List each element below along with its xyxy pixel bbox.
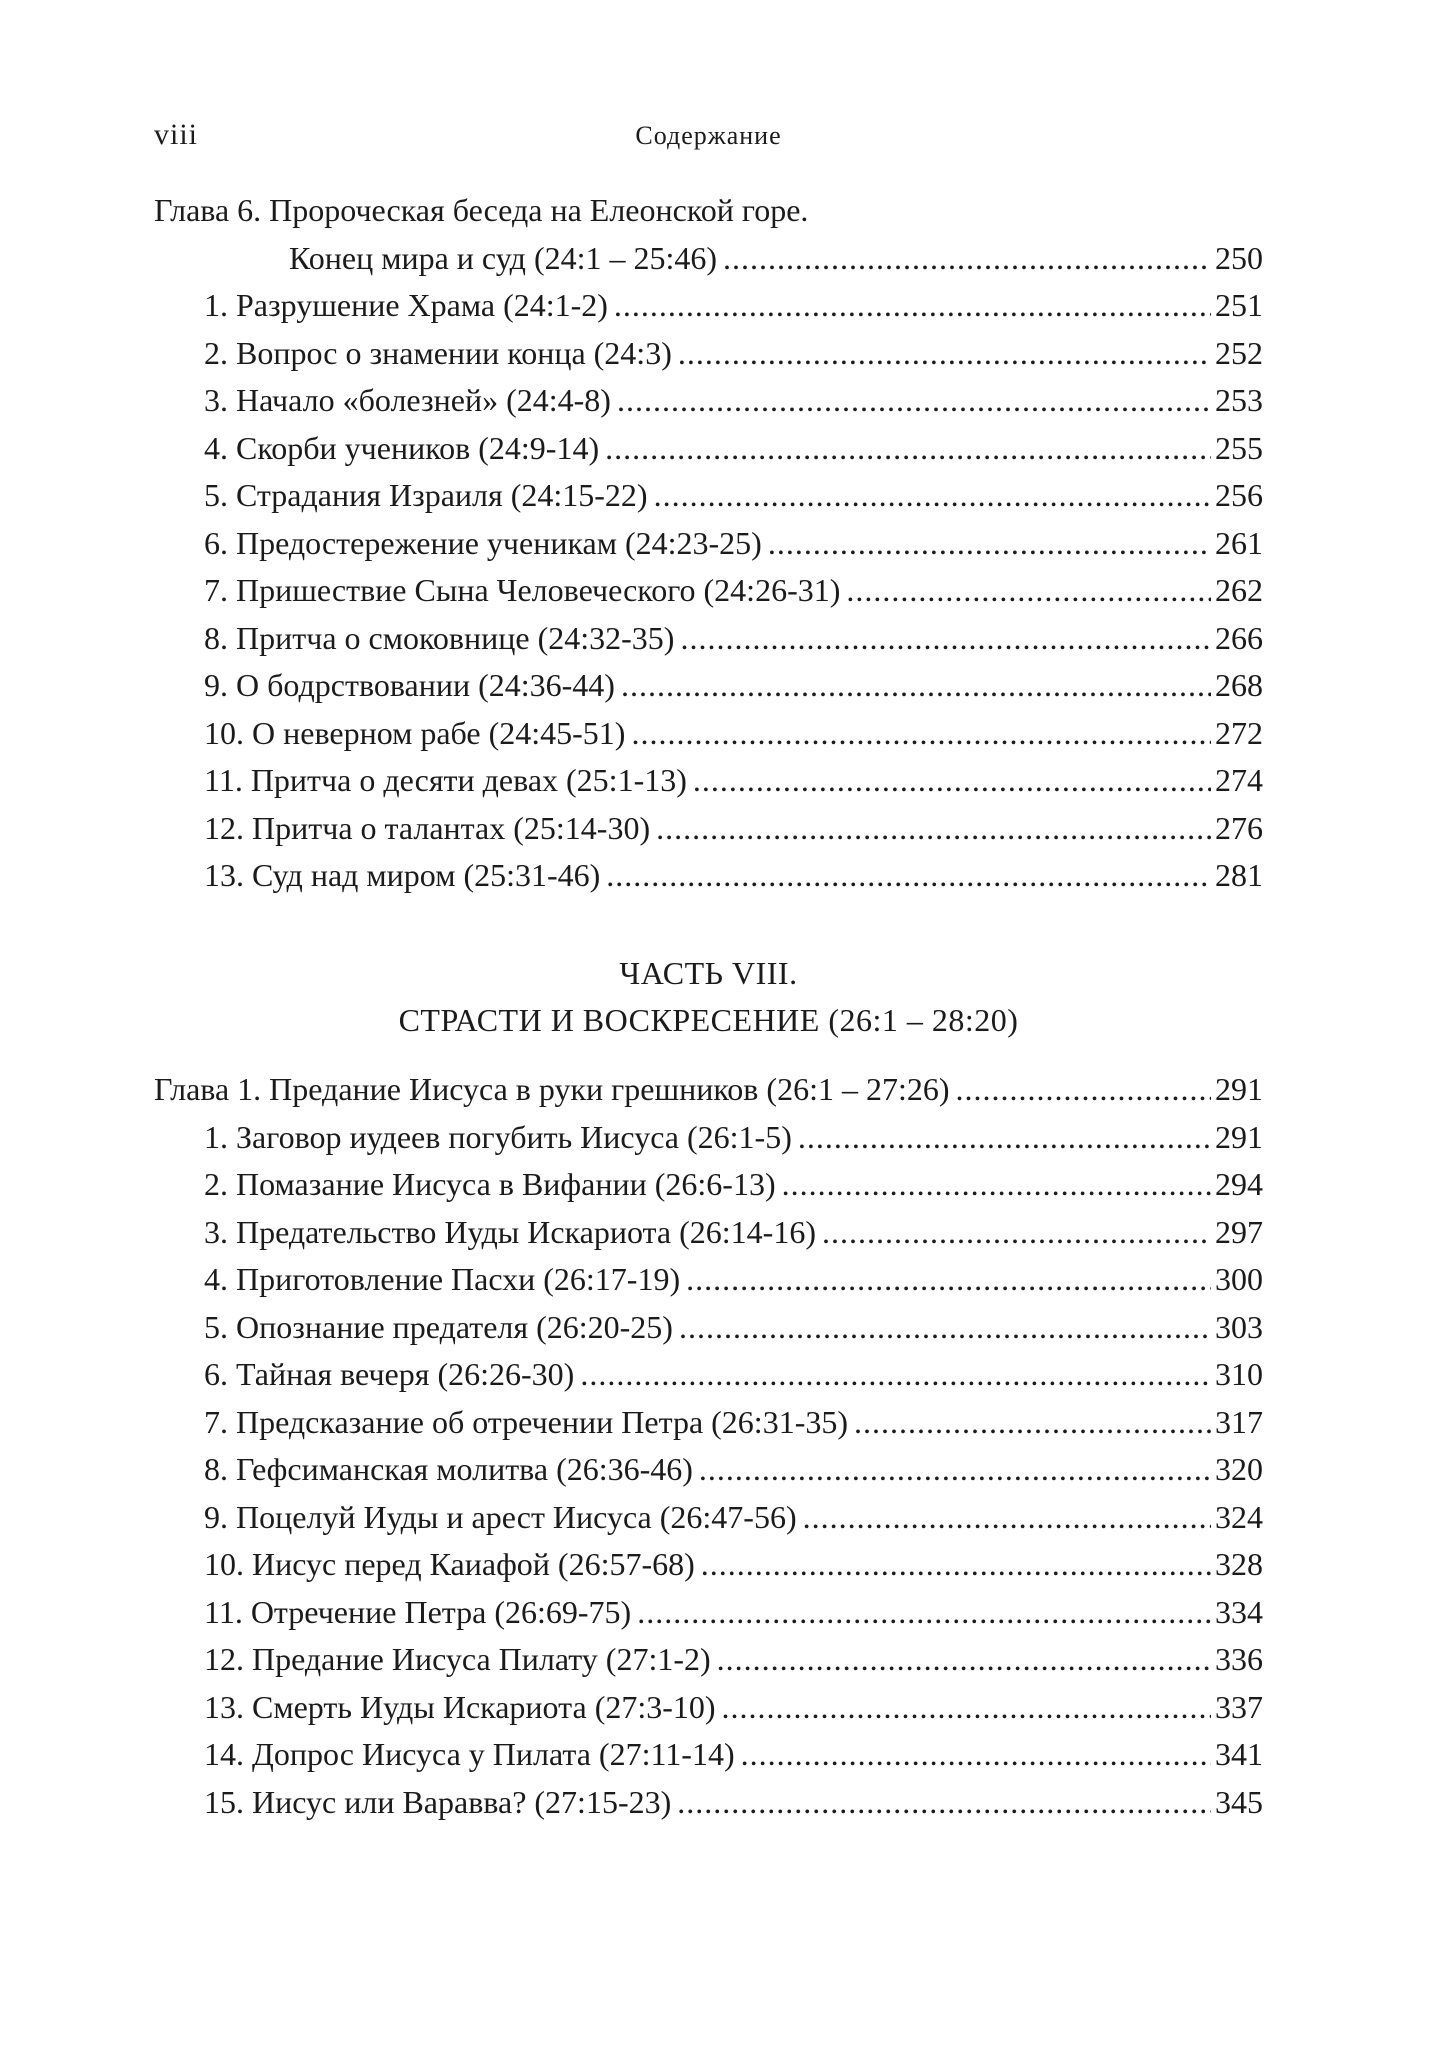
entry-title: 10. О неверном рабе (24:45-51) bbox=[204, 714, 626, 751]
entry-title: 6. Тайная вечеря (26:26-30) bbox=[204, 1356, 575, 1392]
dot-leader bbox=[614, 282, 1211, 330]
toc-entry[interactable] bbox=[154, 1209, 1263, 1257]
toc-entry[interactable] bbox=[154, 805, 1263, 853]
toc-entry[interactable] bbox=[154, 1399, 1263, 1447]
part-number: ЧАСТЬ VIII. bbox=[619, 955, 798, 991]
entry-title: 7. Пришествие Сына Человеческого (24:26-31) bbox=[204, 572, 841, 608]
toc-entry[interactable] bbox=[154, 472, 1263, 520]
page-number: 250 bbox=[1215, 239, 1263, 276]
page-number: 297 bbox=[1215, 1213, 1263, 1250]
toc-entry[interactable] bbox=[154, 425, 1263, 473]
page-number: 291 bbox=[1215, 1071, 1263, 1107]
entry-title: 5. Страдания Израиля (24:15-22) bbox=[204, 477, 648, 513]
dot-leader bbox=[580, 1351, 1211, 1399]
dot-leader bbox=[699, 1446, 1211, 1494]
entry-title: 15. Иисус или Варавва? (27:15-23) bbox=[204, 1783, 672, 1820]
dot-leader bbox=[679, 1304, 1211, 1352]
toc-entry[interactable] bbox=[154, 1541, 1263, 1589]
page-number: 255 bbox=[1215, 429, 1263, 466]
dot-leader bbox=[605, 425, 1211, 473]
toc-entry[interactable] bbox=[154, 1684, 1263, 1732]
part-title: СТРАСТИ И ВОСКРЕСЕНИЕ (26:1 – 28:20) bbox=[398, 1002, 1019, 1038]
page-number: 320 bbox=[1215, 1451, 1263, 1487]
page-number: 337 bbox=[1215, 1688, 1263, 1725]
dot-leader bbox=[637, 1589, 1211, 1637]
toc-entry[interactable] bbox=[154, 567, 1263, 615]
page-number: 252 bbox=[1215, 334, 1263, 371]
page-number: 291 bbox=[1215, 1118, 1263, 1155]
toc-entry[interactable] bbox=[154, 1494, 1263, 1542]
toc-entry[interactable] bbox=[154, 662, 1263, 710]
page-number: 256 bbox=[1215, 477, 1263, 513]
page-number: 294 bbox=[1215, 1166, 1263, 1202]
entry-title: 2. Помазание Иисуса в Вифании (26:6-13) bbox=[204, 1166, 776, 1202]
dot-leader bbox=[798, 1114, 1211, 1162]
chapter-subtitle: Конец мира и суд (24:1 – 25:46) bbox=[289, 239, 718, 276]
toc-entry[interactable] bbox=[154, 1446, 1263, 1494]
page-number: 261 bbox=[1215, 524, 1263, 561]
entry-title: 10. Иисус перед Каиафой (26:57-68) bbox=[204, 1546, 695, 1582]
toc-entry[interactable] bbox=[154, 615, 1263, 663]
entry-title: 13. Суд над миром (25:31-46) bbox=[204, 857, 601, 893]
entry-title: 1. Заговор иудеев погубить Иисуса (26:1-5) bbox=[204, 1118, 792, 1155]
toc-entry[interactable] bbox=[154, 520, 1263, 568]
page-number: 272 bbox=[1215, 714, 1263, 751]
page-number: 317 bbox=[1215, 1403, 1263, 1440]
toc-entry-chapter-6[interactable] bbox=[154, 235, 1263, 283]
dot-leader bbox=[722, 1684, 1211, 1732]
dot-leader bbox=[656, 805, 1211, 853]
toc-entry[interactable] bbox=[154, 1351, 1263, 1399]
entry-title: 7. Предсказание об отречении Петра (26:31-35) bbox=[204, 1403, 848, 1440]
dot-leader bbox=[717, 1636, 1211, 1684]
dot-leader bbox=[768, 520, 1211, 568]
toc-entry[interactable] bbox=[154, 330, 1263, 378]
toc-entry-chapter-1[interactable] bbox=[154, 1066, 1263, 1114]
dot-leader bbox=[631, 710, 1211, 758]
dot-leader bbox=[822, 1209, 1211, 1257]
entry-title: 11. Притча о десяти девах (25:1-13) bbox=[204, 762, 687, 798]
page-number: 276 bbox=[1215, 809, 1263, 846]
entry-title: 8. Притча о смоковнице (24:32-35) bbox=[204, 619, 675, 656]
entry-title: 5. Опознание предателя (26:20-25) bbox=[204, 1308, 673, 1345]
dot-leader bbox=[654, 472, 1211, 520]
page-number: 310 bbox=[1215, 1356, 1263, 1392]
entry-title: 12. Притча о талантах (25:14-30) bbox=[204, 809, 651, 846]
entry-title: 3. Предательство Иуды Искариота (26:14-16) bbox=[204, 1213, 816, 1250]
toc-entry[interactable] bbox=[154, 1731, 1263, 1779]
dot-leader bbox=[680, 615, 1211, 663]
dot-leader bbox=[693, 757, 1211, 805]
dot-leader bbox=[606, 852, 1211, 900]
dot-leader bbox=[677, 1779, 1211, 1827]
toc-entry[interactable] bbox=[154, 1779, 1263, 1827]
toc-chapter-1 bbox=[154, 1066, 1263, 1826]
entry-title: 2. Вопрос о знамении конца (24:3) bbox=[204, 334, 672, 371]
page-number: 251 bbox=[1215, 287, 1263, 323]
dot-leader bbox=[723, 235, 1211, 283]
entry-title: 4. Приготовление Пасхи (26:17-19) bbox=[204, 1261, 681, 1297]
running-head bbox=[154, 118, 1263, 158]
dot-leader bbox=[803, 1494, 1211, 1542]
chapter-title: Глава 1. Предание Иисуса в руки грешников (26:1 – 27:26) bbox=[154, 1071, 950, 1107]
toc-entry[interactable] bbox=[154, 757, 1263, 805]
dot-leader bbox=[617, 377, 1211, 425]
toc-entry[interactable] bbox=[154, 1304, 1263, 1352]
entry-title: 11. Отречение Петра (26:69-75) bbox=[204, 1593, 632, 1630]
page-number: 345 bbox=[1215, 1783, 1263, 1820]
page-number: 281 bbox=[1215, 857, 1263, 893]
toc-entry[interactable] bbox=[154, 377, 1263, 425]
page-number: 300 bbox=[1215, 1261, 1263, 1297]
toc-chapter-6 bbox=[154, 187, 1263, 900]
dot-leader bbox=[854, 1399, 1211, 1447]
page-number: 268 bbox=[1215, 667, 1263, 703]
toc-entry[interactable] bbox=[154, 1636, 1263, 1684]
entry-title: 9. О бодрствовании (24:36-44) bbox=[204, 667, 615, 703]
dot-leader bbox=[782, 1161, 1211, 1209]
part-heading bbox=[154, 950, 1263, 1044]
entry-title: 4. Скорби учеников (24:9-14) bbox=[204, 429, 600, 466]
entry-title: 9. Поцелуй Иуды и арест Иисуса (26:47-56) bbox=[204, 1498, 797, 1535]
toc-entry[interactable] bbox=[154, 1161, 1263, 1209]
page-number: 334 bbox=[1215, 1593, 1263, 1630]
entry-title: 3. Начало «болезней» (24:4-8) bbox=[204, 382, 611, 418]
page-number: 328 bbox=[1215, 1546, 1263, 1582]
dot-leader bbox=[956, 1066, 1212, 1114]
dot-leader bbox=[701, 1541, 1211, 1589]
toc-entry[interactable] bbox=[154, 1256, 1263, 1304]
entry-title: 6. Предостережение ученикам (24:23-25) bbox=[204, 524, 762, 561]
chapter-title: Глава 6. Пророческая беседа на Елеонской горе. bbox=[154, 192, 809, 228]
dot-leader bbox=[846, 567, 1211, 615]
chapter-title-line bbox=[154, 187, 1263, 235]
entry-title: 8. Гефсиманская молитва (26:36-46) bbox=[204, 1451, 693, 1487]
dot-leader bbox=[741, 1731, 1211, 1779]
toc-entry[interactable] bbox=[154, 852, 1263, 900]
dot-leader bbox=[686, 1256, 1211, 1304]
entry-title: 13. Смерть Иуды Искариота (27:3-10) bbox=[204, 1688, 716, 1725]
page-number: 253 bbox=[1215, 382, 1263, 418]
entry-title: 14. Допрос Иисуса у Пилата (27:11-14) bbox=[204, 1736, 735, 1772]
toc-entry[interactable] bbox=[154, 282, 1263, 330]
dot-leader bbox=[621, 662, 1211, 710]
page-number: 262 bbox=[1215, 572, 1263, 608]
entry-title: 1. Разрушение Храма (24:1-2) bbox=[204, 287, 608, 323]
running-title: Содержание bbox=[635, 121, 782, 150]
page-number: 324 bbox=[1215, 1498, 1263, 1535]
toc-entry[interactable] bbox=[154, 710, 1263, 758]
dot-leader bbox=[678, 330, 1211, 378]
page-number: 341 bbox=[1215, 1736, 1263, 1772]
entry-title: 12. Предание Иисуса Пилату (27:1-2) bbox=[204, 1641, 711, 1677]
toc-entry[interactable] bbox=[154, 1589, 1263, 1637]
page-number: 266 bbox=[1215, 619, 1263, 656]
toc-entry[interactable] bbox=[154, 1114, 1263, 1162]
page-number: 336 bbox=[1215, 1641, 1263, 1677]
page-number: 274 bbox=[1215, 762, 1263, 798]
folio: viii bbox=[154, 118, 199, 151]
page-number: 303 bbox=[1215, 1308, 1263, 1345]
